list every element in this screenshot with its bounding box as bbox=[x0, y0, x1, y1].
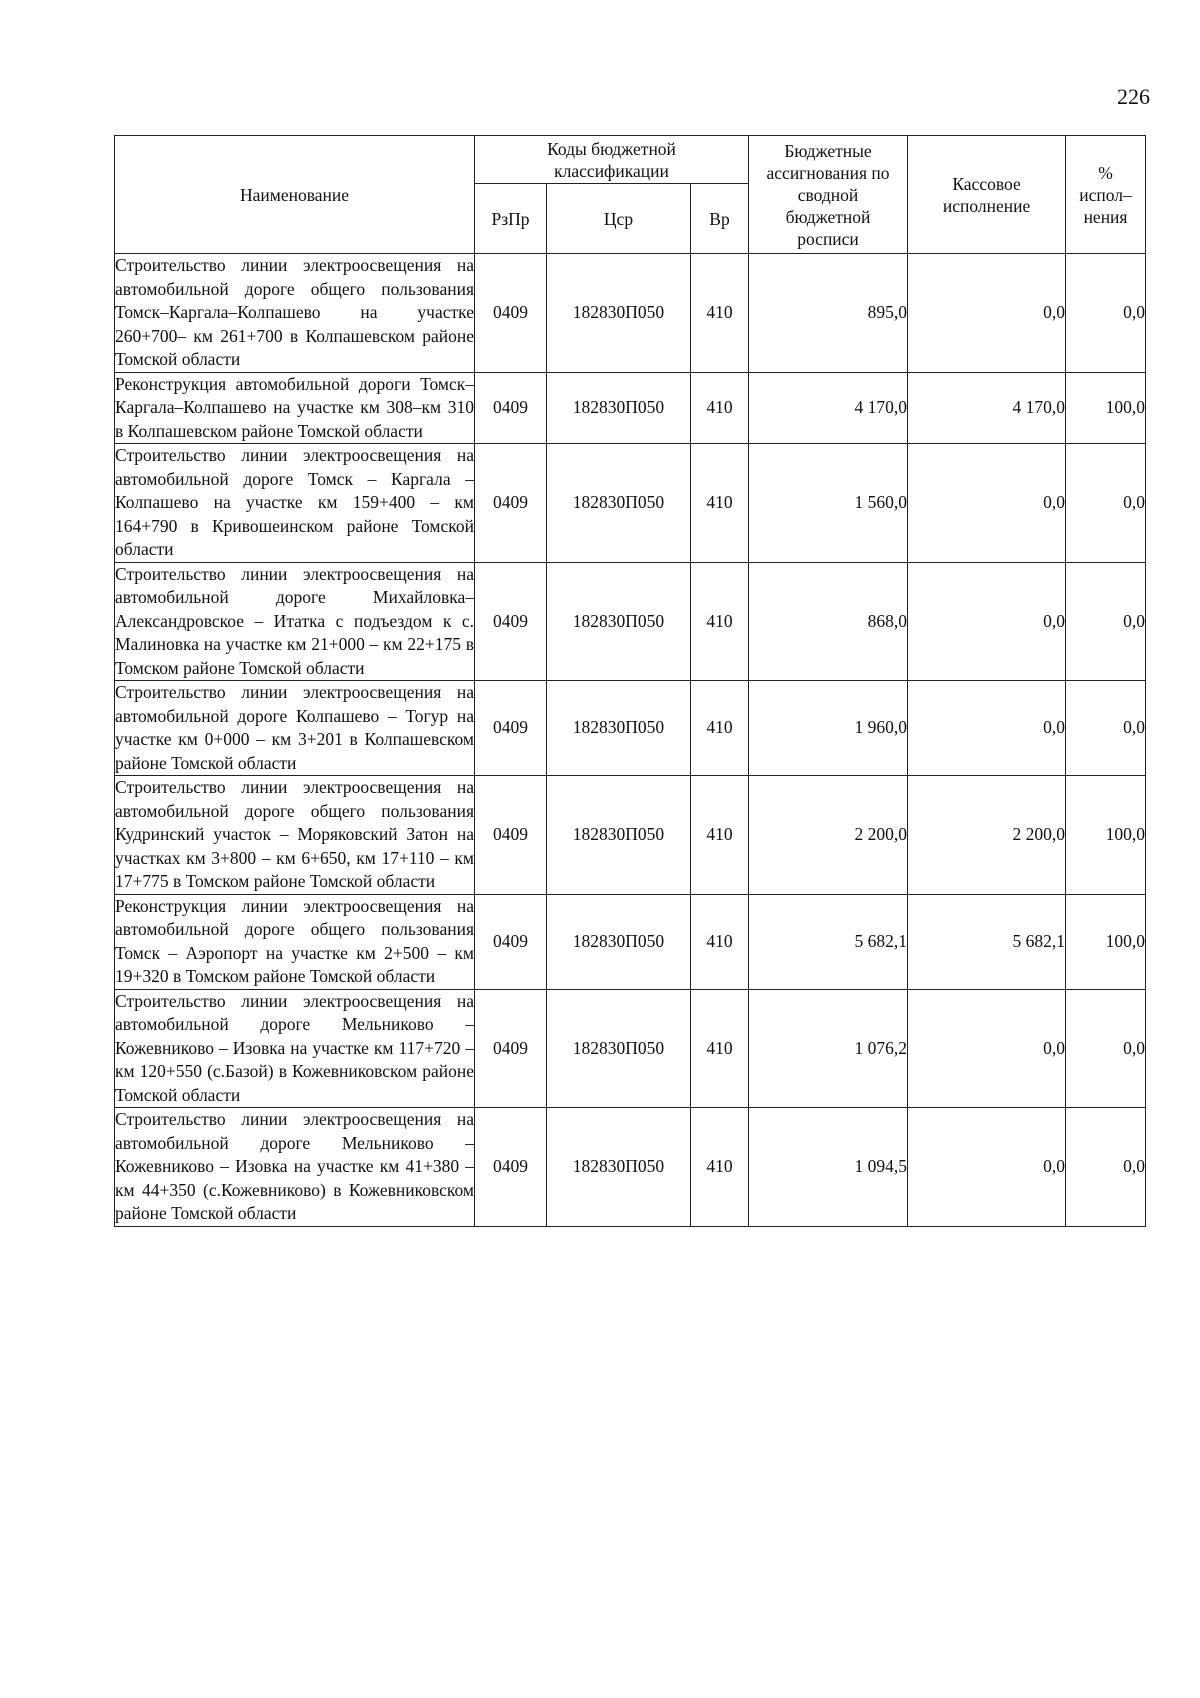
row-vr: 410 bbox=[691, 776, 749, 895]
row-tsr: 182830П050 bbox=[547, 989, 691, 1108]
row-name: Строительство линии электроосвещения на автомобильной дороге Михайловка– Александровское – Итатка с подъездом к с. Малиновка на участке км 21+000 – км 22+175 в Томском районе Томской области bbox=[115, 562, 475, 681]
row-percent: 100,0 bbox=[1066, 776, 1146, 895]
row-vr: 410 bbox=[691, 444, 749, 563]
row-vr: 410 bbox=[691, 681, 749, 776]
row-tsr: 182830П050 bbox=[547, 444, 691, 563]
row-tsr: 182830П050 bbox=[547, 372, 691, 444]
table-row bbox=[115, 372, 1146, 444]
row-name: Реконструкция автомобильной дороги Томск–Каргала–Колпашево на участке км 308–км 310 в Колпашевском районе Томской области bbox=[115, 372, 475, 444]
header-name: Наименование bbox=[115, 136, 475, 254]
row-allocation: 895,0 bbox=[749, 254, 908, 373]
row-allocation: 1 094,5 bbox=[749, 1108, 908, 1227]
row-rzpr: 0409 bbox=[475, 894, 547, 989]
header-tsr: Цср bbox=[547, 184, 691, 254]
row-allocation: 1 960,0 bbox=[749, 681, 908, 776]
header-rzpr: РзПр bbox=[475, 184, 547, 254]
table-row bbox=[115, 562, 1146, 681]
row-name: Реконструкция линии электроосвещения на автомобильной дороге общего пользования Томск – Аэропорт на участке км 2+500 – км 19+320 в Томском районе Томской области bbox=[115, 894, 475, 989]
row-cash: 0,0 bbox=[908, 1108, 1066, 1227]
header-cash: Кассовое исполнение bbox=[908, 136, 1066, 254]
row-cash: 5 682,1 bbox=[908, 894, 1066, 989]
row-rzpr: 0409 bbox=[475, 254, 547, 373]
page-number: 226 bbox=[1117, 84, 1150, 109]
row-allocation: 5 682,1 bbox=[749, 894, 908, 989]
row-cash: 0,0 bbox=[908, 989, 1066, 1108]
row-percent: 100,0 bbox=[1066, 894, 1146, 989]
header-vr: Вр bbox=[691, 184, 749, 254]
row-allocation: 1 076,2 bbox=[749, 989, 908, 1108]
row-rzpr: 0409 bbox=[475, 989, 547, 1108]
row-tsr: 182830П050 bbox=[547, 894, 691, 989]
row-name: Строительство линии электроосвещения на автомобильной дороге общего пользования Томск–Каргала–Колпашево на участке 260+700– км 261+700 в Колпашевском районе Томской области bbox=[115, 254, 475, 373]
table-row bbox=[115, 1108, 1146, 1227]
row-rzpr: 0409 bbox=[475, 562, 547, 681]
row-rzpr: 0409 bbox=[475, 681, 547, 776]
row-allocation: 4 170,0 bbox=[749, 372, 908, 444]
table-row bbox=[115, 254, 1146, 373]
table-header bbox=[115, 136, 1146, 254]
table-row bbox=[115, 681, 1146, 776]
row-tsr: 182830П050 bbox=[547, 776, 691, 895]
row-percent: 0,0 bbox=[1066, 562, 1146, 681]
row-name: Строительство линии электроосвещения на автомобильной дороге общего пользования Кудринский участок – Моряковский Затон на участках км 3+800 – км 6+650, км 17+110 – км 17+775 в Томском районе Томской области bbox=[115, 776, 475, 895]
row-rzpr: 0409 bbox=[475, 372, 547, 444]
row-vr: 410 bbox=[691, 254, 749, 373]
row-percent: 0,0 bbox=[1066, 444, 1146, 563]
row-tsr: 182830П050 bbox=[547, 254, 691, 373]
row-vr: 410 bbox=[691, 562, 749, 681]
row-allocation: 868,0 bbox=[749, 562, 908, 681]
row-name: Строительство линии электроосвещения на автомобильной дороге Колпашево – Тогур на участке км 0+000 – км 3+201 в Колпашевском районе Томской области bbox=[115, 681, 475, 776]
row-percent: 100,0 bbox=[1066, 372, 1146, 444]
table-row bbox=[115, 894, 1146, 989]
row-name: Строительство линии электроосвещения на автомобильной дороге Томск – Каргала – Колпашево на участке км 159+400 – км 164+790 в Кривошеинском районе Томской области bbox=[115, 444, 475, 563]
row-percent: 0,0 bbox=[1066, 1108, 1146, 1227]
table-row bbox=[115, 444, 1146, 563]
row-rzpr: 0409 bbox=[475, 1108, 547, 1227]
row-vr: 410 bbox=[691, 1108, 749, 1227]
row-name: Строительство линии электроосвещения на автомобильной дороге Мельниково – Кожевниково – Изовка на участке км 117+720 – км 120+550 (с.Базой) в Кожевниковском районе Томской области bbox=[115, 989, 475, 1108]
row-vr: 410 bbox=[691, 989, 749, 1108]
table-body bbox=[115, 254, 1146, 1227]
row-rzpr: 0409 bbox=[475, 444, 547, 563]
budget-table bbox=[114, 135, 1146, 1227]
row-tsr: 182830П050 bbox=[547, 562, 691, 681]
row-tsr: 182830П050 bbox=[547, 681, 691, 776]
row-name: Строительство линии электроосвещения на автомобильной дороге Мельниково – Кожевниково – Изовка на участке км 41+380 – км 44+350 (с.Кожевниково) в Кожевниковском районе Томской области bbox=[115, 1108, 475, 1227]
row-percent: 0,0 bbox=[1066, 989, 1146, 1108]
header-codes-group: Коды бюджетной классификации bbox=[475, 136, 749, 184]
row-cash: 0,0 bbox=[908, 444, 1066, 563]
header-allocations: Бюджетные ассигнования по сводной бюджетной росписи bbox=[749, 136, 908, 254]
row-percent: 0,0 bbox=[1066, 681, 1146, 776]
row-allocation: 1 560,0 bbox=[749, 444, 908, 563]
row-allocation: 2 200,0 bbox=[749, 776, 908, 895]
row-cash: 0,0 bbox=[908, 562, 1066, 681]
header-percent: % испол– нения bbox=[1066, 136, 1146, 254]
row-tsr: 182830П050 bbox=[547, 1108, 691, 1227]
row-rzpr: 0409 bbox=[475, 776, 547, 895]
row-vr: 410 bbox=[691, 894, 749, 989]
row-vr: 410 bbox=[691, 372, 749, 444]
row-percent: 0,0 bbox=[1066, 254, 1146, 373]
table-row bbox=[115, 776, 1146, 895]
row-cash: 4 170,0 bbox=[908, 372, 1066, 444]
row-cash: 2 200,0 bbox=[908, 776, 1066, 895]
table-row bbox=[115, 989, 1146, 1108]
row-cash: 0,0 bbox=[908, 681, 1066, 776]
row-cash: 0,0 bbox=[908, 254, 1066, 373]
